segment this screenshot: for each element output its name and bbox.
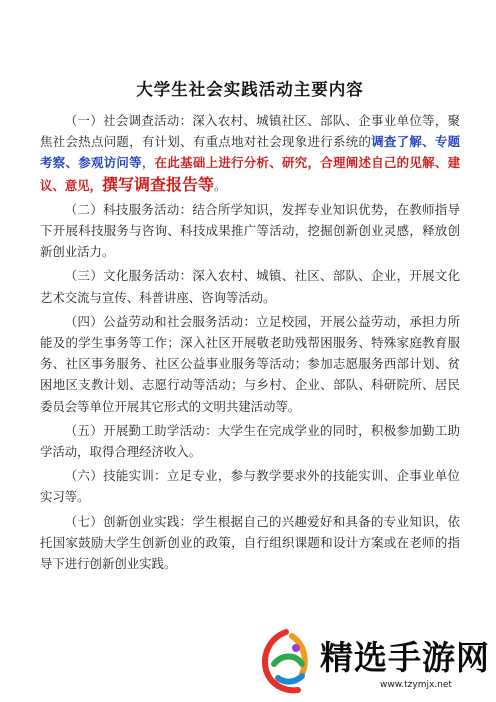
site-url: www.tzymjx.net — [380, 680, 452, 690]
social-survey-highlight-blue: 调查了解、专题考察、参观访问等 — [40, 134, 461, 171]
paragraph-social-survey — [40, 110, 460, 196]
paragraph-innovation: （七）创新创业实践：学生根据自己的兴趣爱好和具备的专业知识，依托国家鼓励大学生创新创业的政策，自行组织课题和设计方案或在老师的指导下进行创新创业实践。 — [40, 513, 460, 572]
document-title: 大学生社会实践活动主要内容 — [136, 80, 364, 99]
social-survey-highlight-report: 撰写调查报告等 — [101, 174, 214, 194]
paragraph-skill-training: （六）技能实训：立足专业，参与教学要求外的技能实训、企事业单位实习等。 — [40, 468, 460, 505]
social-survey-comma: ， — [141, 155, 155, 171]
social-survey-highlight-red: 在此基础上进行分析、研究，合理阐述自己的见解、建议、意见， — [40, 155, 461, 193]
paragraph-culture-service: （三）文化服务活动：深入农村、城镇、社区、部队、企业，开展文化艺术交流与宣传、科普讲座、咨询等活动。 — [40, 268, 460, 305]
paragraph-tech-service: （二）科技服务活动：结合所学知识，发挥专业知识优势，在教师指导下开展科技服务与咨询、科技成果推广等活动，挖掘创新创业灵感，释放创新创业活力。 — [40, 201, 460, 260]
site-logo-icon — [252, 624, 320, 698]
social-survey-end: 。 — [213, 177, 227, 193]
social-survey-text: （一）社会调查活动：深入农村、城镇社区、部队、企事业单位等，聚焦社会热点问题，有计划、有重点地对社会现象进行系统的 — [40, 113, 460, 150]
site-brand-name: 精选手游网 — [320, 638, 490, 677]
paragraph-public-welfare: （四）公益劳动和社会服务活动：立足校园，开展公益劳动，承担力所能及的学生事务等工作；深入社区开展敬老助残帮困服务、特殊家庭教育服务、社区事务服务、社区公益事业服务等活动；参加志愿服务西部计划、贫困地区支教计划、志愿行动等活动；与乡村、企业、部队、科研院所、居民委员会等单位开展其它形式的文明共建活动等。 — [40, 313, 460, 414]
document-body — [40, 66, 460, 577]
paragraph-work-study: （五）开展勤工助学活动：大学生在完成学业的同时，积极参加勤工助学活动，取得合理经济收入。 — [40, 422, 460, 460]
site-watermark — [252, 624, 492, 698]
